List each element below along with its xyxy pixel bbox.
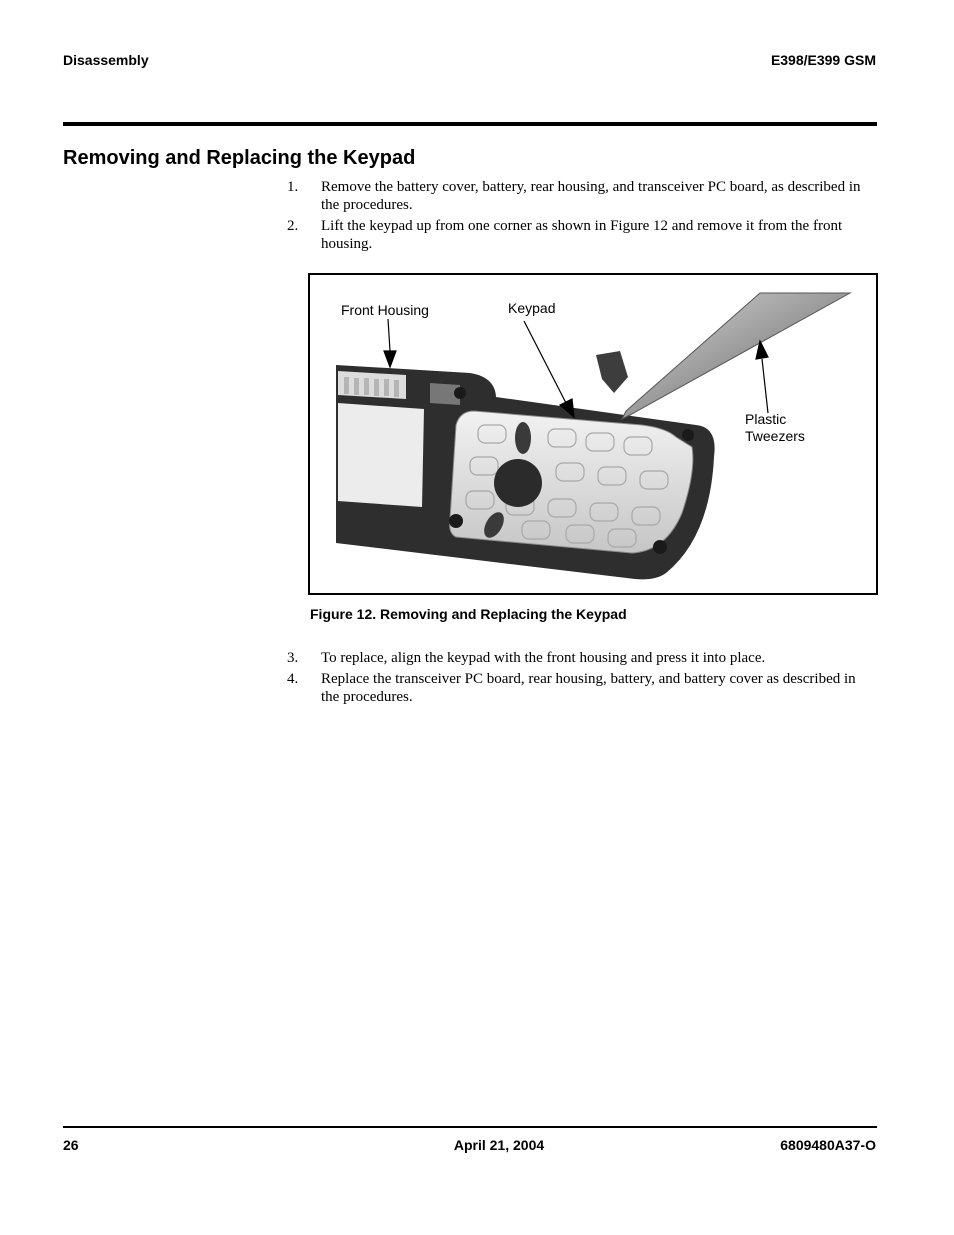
figure-12 — [308, 273, 878, 595]
header-rule — [63, 122, 877, 126]
step-text: To replace, align the keypad with the front housing and press it into place. — [321, 650, 766, 666]
label-keypad: Keypad — [508, 300, 556, 316]
step-text: Lift the keypad up from one corner as shown in Figure 12 and remove it from the front housing. — [321, 218, 843, 252]
figure-caption: Figure 12. Removing and Replacing the Keypad — [310, 606, 627, 622]
label-tweezers-line1: Plastic — [745, 411, 787, 427]
page-title: Removing and Replacing the Keypad — [63, 147, 416, 169]
step-item — [287, 178, 877, 214]
footer-doc-number: 6809480A37-O — [780, 1137, 876, 1153]
step-text: Remove the battery cover, battery, rear housing, and transceiver PC board, as described in the procedures. — [321, 179, 861, 213]
step-number: 4. — [287, 671, 299, 687]
label-plastic-tweezers — [745, 411, 805, 445]
step-number: 3. — [287, 650, 299, 666]
footer-date: April 21, 2004 — [453, 1137, 545, 1153]
label-front-housing: Front Housing — [341, 302, 429, 318]
step-number: 2. — [287, 218, 299, 234]
label-tweezers-line2: Tweezers — [745, 428, 805, 444]
header-model: E398/E399 GSM — [770, 52, 876, 68]
footer-page-number: 26 — [63, 1137, 79, 1153]
footer-rule — [63, 1126, 877, 1128]
step-item — [287, 649, 877, 667]
steps-list-before — [287, 178, 877, 256]
step-text: Replace the transceiver PC board, rear housing, battery, and battery cover as described in the procedures. — [321, 671, 856, 705]
step-number: 1. — [287, 179, 299, 195]
header-section: Disassembly — [63, 52, 149, 68]
tweezers-shape — [622, 293, 850, 419]
step-item — [287, 217, 877, 253]
steps-list-after — [287, 649, 877, 709]
step-item — [287, 670, 877, 706]
